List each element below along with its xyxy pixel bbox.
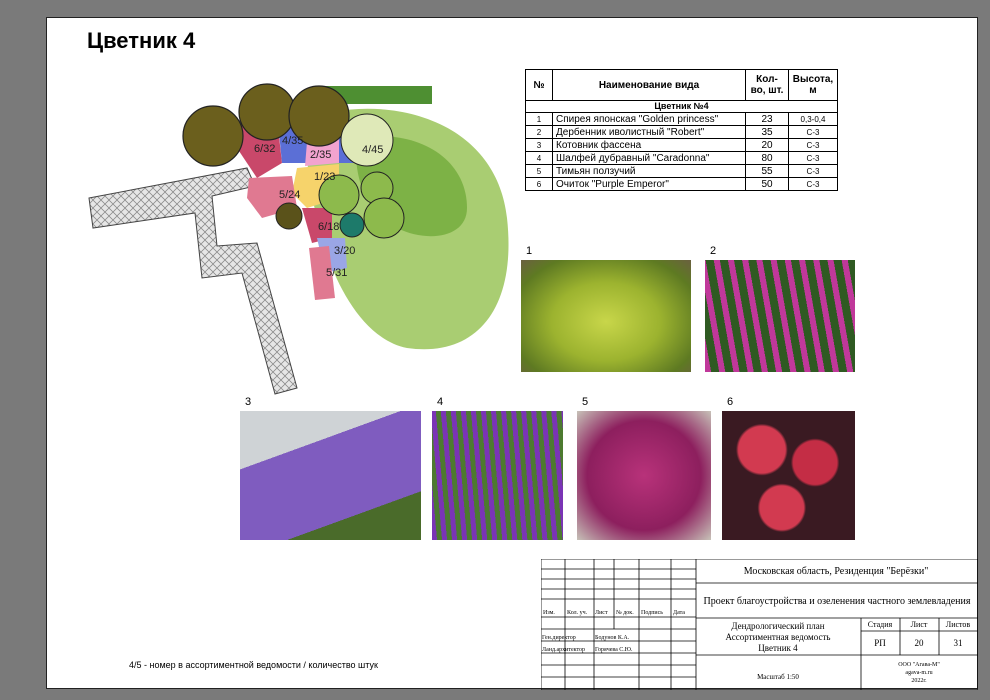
plan-label: 5/31: [326, 267, 348, 279]
table-row: 4 Шалфей дубравный "Caradonna" 80 С-3: [526, 152, 838, 165]
stamp-org-1: ООО "Агава-М": [898, 662, 940, 668]
svg-text:Подпись: Подпись: [641, 610, 664, 616]
svg-text:Ланд.архитектор: Ланд.архитектор: [542, 647, 586, 653]
stamp-title-1: Дендрологический план: [731, 621, 825, 631]
col-qty: Кол-во, шт.: [746, 70, 789, 101]
col-num: №: [526, 70, 553, 101]
stamp-stage-header: Стадия: [867, 620, 893, 629]
stamp-project: Проект благоустройства и озеленения частного землевладения: [703, 596, 971, 607]
title-block: [541, 559, 978, 690]
table-row: 5 Тимьян ползучий 55 С-3: [526, 165, 838, 178]
svg-text:Горячева С.Ю.: Горячева С.Ю.: [595, 647, 633, 653]
plan-label: 6/18: [318, 221, 340, 233]
svg-text:Дата: Дата: [673, 610, 685, 616]
plant-photo-1: 1: [521, 260, 691, 372]
stamp-title-2: Ассортиментная ведомость: [725, 632, 831, 642]
stamp-scale: Масштаб 1:50: [757, 673, 799, 681]
plan-label: 6/32: [254, 143, 276, 155]
plant-photo-2: 2: [705, 260, 855, 372]
legend-note: 4/5 - номер в ассортиментной ведомости / количество штук: [129, 660, 378, 670]
planting-plan: [77, 68, 517, 408]
plan-label: 4/35: [282, 135, 304, 147]
plant-photo-3: 3: [240, 411, 421, 540]
page-title: Цветник 4: [87, 28, 196, 53]
plant-photo-5: 5: [577, 411, 711, 540]
plan-label: 2/35: [310, 149, 332, 161]
stamp-org-2: agava-m.ru: [905, 670, 933, 676]
stamp-sheet: 20: [914, 638, 924, 648]
table-group: Цветник №4: [526, 101, 838, 113]
stamp-title-3: Цветник 4: [758, 643, 798, 653]
stamp-sheets: 31: [953, 638, 963, 648]
table-row: 2 Дербенник иволистный "Robert" 35 С-3: [526, 126, 838, 139]
svg-text:№ док.: № док.: [616, 610, 634, 616]
svg-text:Изм.: Изм.: [543, 610, 555, 616]
col-height: Высота, м: [789, 70, 838, 101]
plan-label: 5/24: [279, 189, 301, 201]
plan-label: 1/23: [314, 171, 336, 183]
svg-text:Бодунов К.А.: Бодунов К.А.: [595, 635, 630, 641]
table-row: 3 Котовник фассена 20 С-3: [526, 139, 838, 152]
svg-text:Лист: Лист: [595, 610, 608, 616]
tree-light: [341, 114, 393, 166]
col-name: Наименование вида: [553, 70, 746, 101]
svg-text:Кол. уч.: Кол. уч.: [567, 610, 588, 616]
stamp-sheets-header: Листов: [945, 620, 971, 629]
plant-photo-6: 6: [722, 411, 855, 540]
stamp-stage: РП: [874, 638, 886, 648]
plant-photo-4: 4: [432, 411, 563, 540]
plan-label: 3/20: [334, 245, 356, 257]
stamp-org-3: 2022г.: [911, 678, 927, 684]
table-row: 6 Очиток "Purple Emperor" 50 С-3: [526, 178, 838, 191]
species-table: [525, 69, 838, 191]
stamp-sheet-header: Лист: [910, 620, 928, 629]
svg-text:Ген.директор: Ген.директор: [542, 635, 576, 641]
table-row: 1 Спирея японская "Golden princess" 23 0,3-0,4: [526, 113, 838, 126]
drawing-sheet: [46, 17, 978, 689]
plan-label: 4/45: [362, 144, 384, 156]
stamp-location: Московская область, Резиденция "Берёзки": [743, 566, 929, 577]
